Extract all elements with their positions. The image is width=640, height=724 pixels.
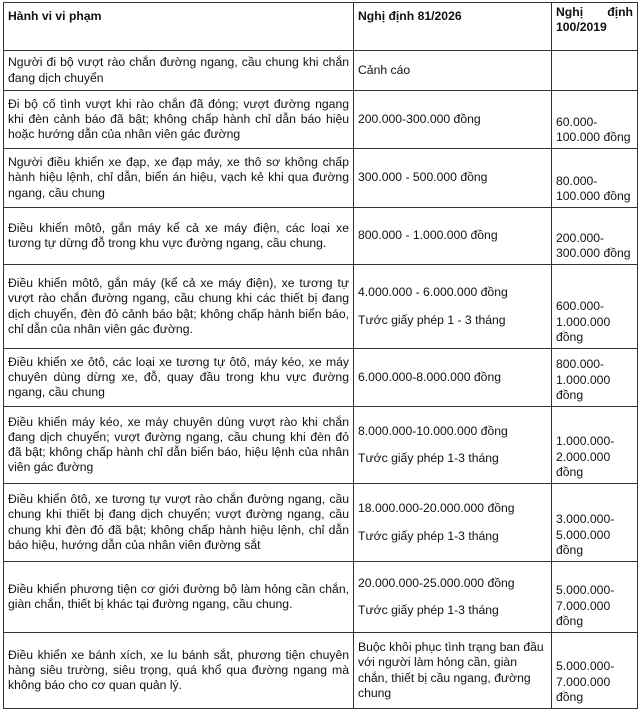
decree-81-cell — [354, 91, 552, 149]
decree-81-cell — [354, 349, 552, 407]
header-violation: Hành vi vi phạm — [4, 3, 354, 51]
violation-cell: Người đi bộ vượt rào chắn đường ngang, cầu chung khi chắn đang dịch chuyển — [4, 51, 354, 91]
table-row — [4, 265, 638, 349]
table-header-row — [4, 3, 638, 51]
decree-100-cell: 5.000.000-7.000.000 đồng — [552, 562, 638, 633]
penalty-comparison-table — [3, 2, 638, 709]
decree-81-cell — [354, 149, 552, 208]
header-decree-100-word2: định — [607, 5, 633, 19]
table-row — [4, 407, 638, 484]
decree-81-cell — [354, 265, 552, 349]
decree-100-cell: 3.000.000-5.000.000 đồng — [552, 484, 638, 562]
decree-81-fine: 4.000.000 - 6.000.000 đồng — [358, 285, 508, 300]
violation-cell: Điều khiển môtô, gắn máy kể cả xe máy điện, các loại xe tương tự dừng đỗ trong khu vực đường ngang, cầu chung. — [4, 208, 354, 265]
table-row — [4, 633, 638, 709]
decree-81-fine: 18.000.000-20.000.000 đồng — [358, 501, 515, 516]
decree-100-cell: 600.000-1.000.000 đồng — [552, 265, 638, 349]
decree-81-fine: 200.000-300.000 đồng — [358, 111, 481, 126]
table-row — [4, 208, 638, 265]
decree-81-cell — [354, 562, 552, 633]
decree-81-fine: Buộc khôi phục tình trạng ban đầu với người làm hỏng cần, giàn chắn, thiết bị cầu ngang, đường chung — [358, 640, 544, 700]
decree-100-cell: 800.000-1.000.000 đồng — [552, 349, 638, 407]
decree-81-fine: 20.000.000-25.000.000 đồng — [358, 575, 515, 590]
decree-100-cell: 200.000-300.000 đồng — [552, 208, 638, 265]
violation-cell: Điều khiển xe ôtô, các loại xe tương tự ôtô, máy kéo, xe máy chuyên dùng dừng xe, đỗ, quay đầu trong khu vực đường ngang, cầu chung — [4, 349, 354, 407]
decree-81-license-suspension: Tước giấy phép 1 - 3 tháng — [358, 312, 506, 327]
violation-cell: Điều khiển ôtô, xe tương tự vượt rào chắn đường ngang, cầu chung khi thiết bị đang dịch chuyển; vượt đường ngang, cầu chung khi đèn đỏ đã bật; không chấp hành hiệu lệnh, chỉ dẫn báo hiệu, hướng dẫn của nhân viên đường sắt — [4, 484, 354, 562]
table-row — [4, 149, 638, 208]
decree-81-cell — [354, 633, 552, 709]
violation-cell: Đi bộ cố tình vượt khi rào chắn đã đóng; vượt đường ngang khi đèn cảnh báo đã bật; không chấp hành chỉ dẫn báo hiệu hoặc hướng dẫn của nhân viên gác đường — [4, 91, 354, 149]
table-row — [4, 51, 638, 91]
decree-81-fine: 800.000 - 1.000.000 đồng — [358, 228, 498, 243]
table-row — [4, 91, 638, 149]
decree-100-cell: 5.000.000-7.000.000 đồng — [552, 633, 638, 709]
table-row — [4, 484, 638, 562]
decree-81-license-suspension: Tước giấy phép 1-3 tháng — [358, 528, 499, 543]
decree-81-fine: 8.000.000-10.000.000 đồng — [358, 423, 508, 438]
header-decree-100-number: 100/2019 — [556, 20, 607, 35]
decree-81-cell — [354, 484, 552, 562]
table-row — [4, 562, 638, 633]
decree-81-cell — [354, 208, 552, 265]
violation-cell: Điều khiển xe bánh xích, xe lu bánh sắt, phương tiện chuyên hàng siêu trường, siêu trọng, quá khổ qua đường ngang mà không báo cho cơ quan quản lý. — [4, 633, 354, 709]
decree-100-cell: 1.000.000-2.000.000 đồng — [552, 407, 638, 484]
decree-81-fine: 300.000 - 500.000 đồng — [358, 170, 488, 185]
header-decree-100-word1: Nghị — [556, 5, 584, 19]
decree-81-fine: 6.000.000-8.000.000 đồng — [358, 369, 501, 384]
decree-100-cell — [552, 51, 638, 91]
decree-100-cell: 80.000-100.000 đồng — [552, 149, 638, 208]
decree-81-cell — [354, 51, 552, 91]
table-row — [4, 349, 638, 407]
violation-cell: Người điều khiển xe đạp, xe đạp máy, xe thô sơ không chấp hành hiệu lệnh, chỉ dẫn, biển án hiệu, vạch kẻ khi qua đường ngang, cầu chung — [4, 149, 354, 208]
header-decree-100 — [552, 3, 638, 51]
decree-81-fine: Cảnh cáo — [358, 62, 411, 77]
decree-81-license-suspension: Tước giấy phép 1-3 tháng — [358, 603, 499, 617]
violation-cell: Điều khiển máy kéo, xe máy chuyên dùng vượt rào khi chắn đang dịch chuyển; vượt đường ngang, cầu chung khi đèn đỏ đã bật; không chấp hành chỉ dẫn biển báo, hiệu lệnh của nhân viên gác đường — [4, 407, 354, 484]
decree-81-license-suspension: Tước giấy phép 1-3 tháng — [358, 451, 499, 465]
violation-cell: Điều khiển phương tiện cơ giới đường bộ làm hỏng cần chắn, giàn chắn, thiết bị khác tại đường ngang, cầu chung. — [4, 562, 354, 633]
decree-81-cell — [354, 407, 552, 484]
violation-cell: Điều khiển môtô, gắn máy (kể cả xe máy điện), xe tương tự vượt rào chắn đường ngang, cầu chung khi các thiết bị đang dịch chuyển, đèn đỏ cảnh báo bật; không chấp hành biển báo, chỉ dẫn của nhân viên gác đường. — [4, 265, 354, 349]
decree-100-cell: 60.000-100.000 đồng — [552, 91, 638, 149]
header-decree-81: Nghị định 81/2026 — [354, 3, 552, 51]
